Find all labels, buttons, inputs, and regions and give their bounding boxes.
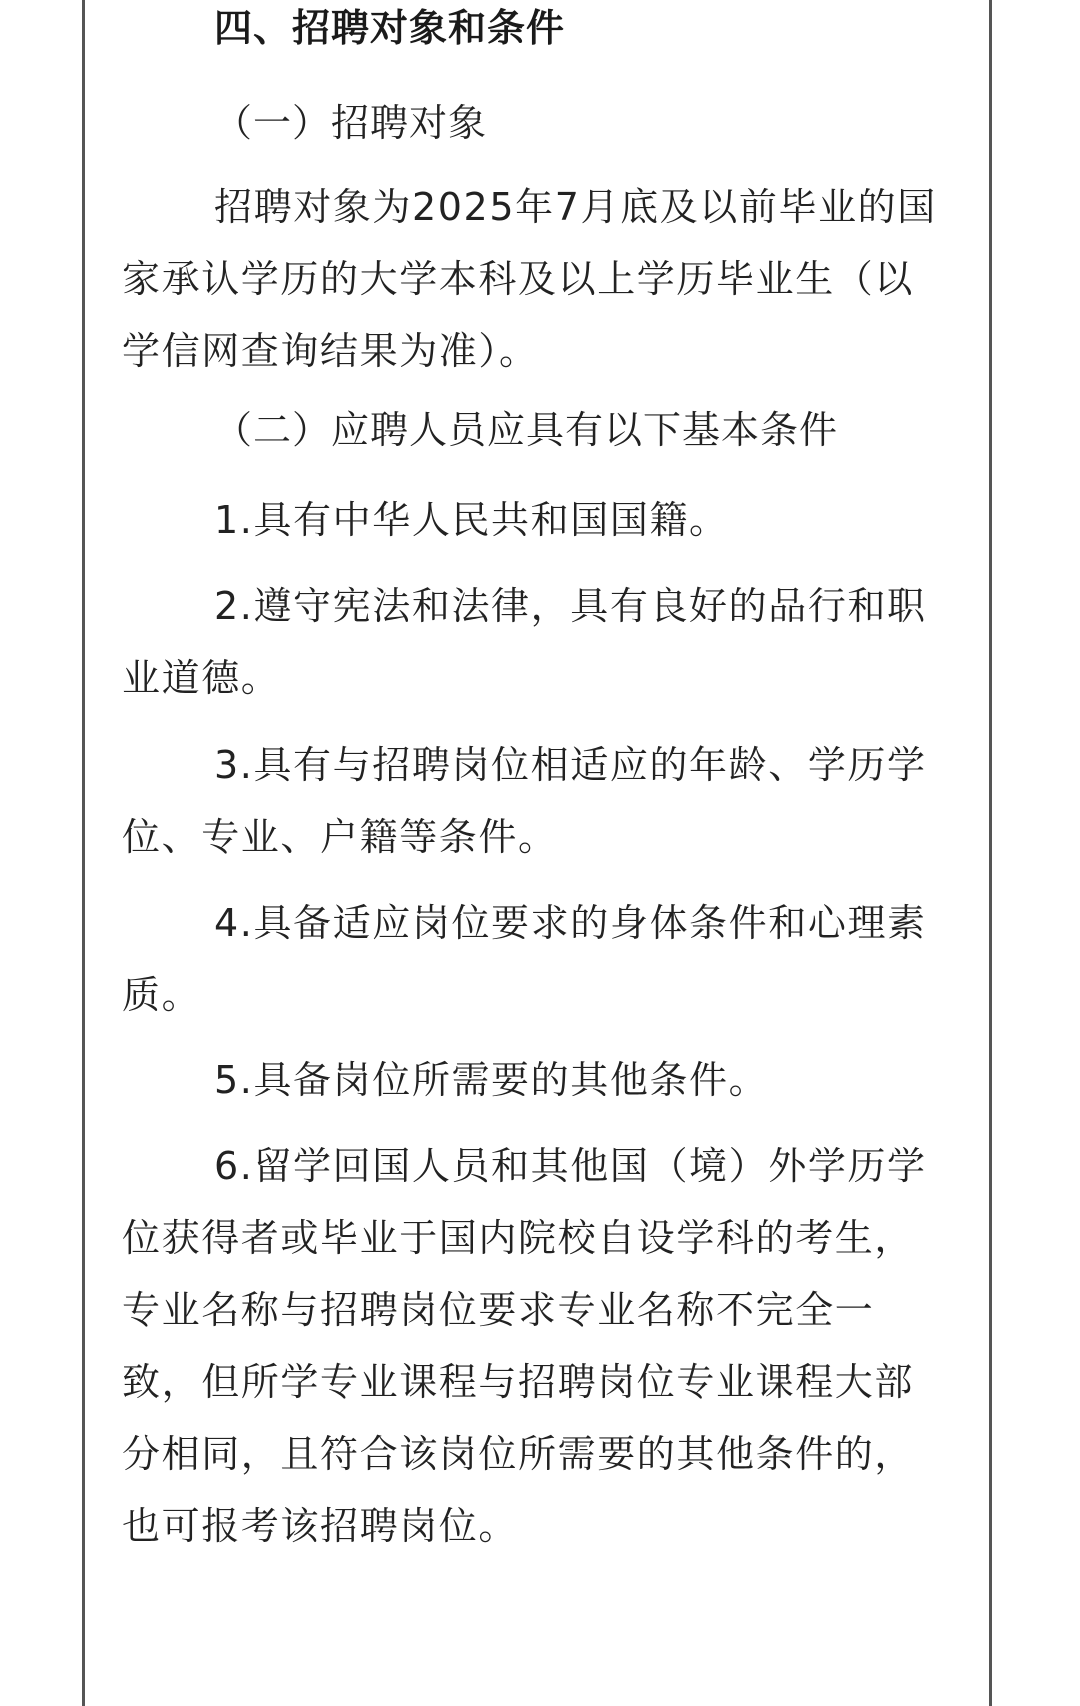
- condition-item-3: 3.具有与招聘岗位相适应的年龄、学历学位、专业、户籍等条件。: [122, 743, 927, 859]
- condition-item-6: 6.留学回国人员和其他国（境）外学历学位获得者或毕业于国内院校自设学科的考生，专业名称与招聘岗位要求专业名称不完全一致，但所学专业课程与招聘岗位专业课程大部分相同，且符合该岗位所需要的其他条件的，也可报考该招聘岗位。: [122, 1144, 927, 1548]
- condition-item-4: 4.具备适应岗位要求的身体条件和心理素质。: [122, 901, 927, 1017]
- section-heading: 四、招聘对象和条件: [214, 6, 566, 50]
- paragraph-target: 招聘对象为2025年7月底及以前毕业的国家承认学历的大学本科及以上学历毕业生（以学信网查询结果为准）。: [122, 185, 937, 373]
- subheading-target: （一）招聘对象: [214, 101, 488, 145]
- condition-item-1: 1.具有中华人民共和国国籍。: [214, 498, 729, 542]
- condition-item-5: 5.具备岗位所需要的其他条件。: [214, 1058, 769, 1102]
- subheading-conditions: （二）应聘人员应具有以下基本条件: [214, 408, 839, 452]
- condition-item-2: 2.遵守宪法和法律，具有良好的品行和职业道德。: [122, 584, 927, 700]
